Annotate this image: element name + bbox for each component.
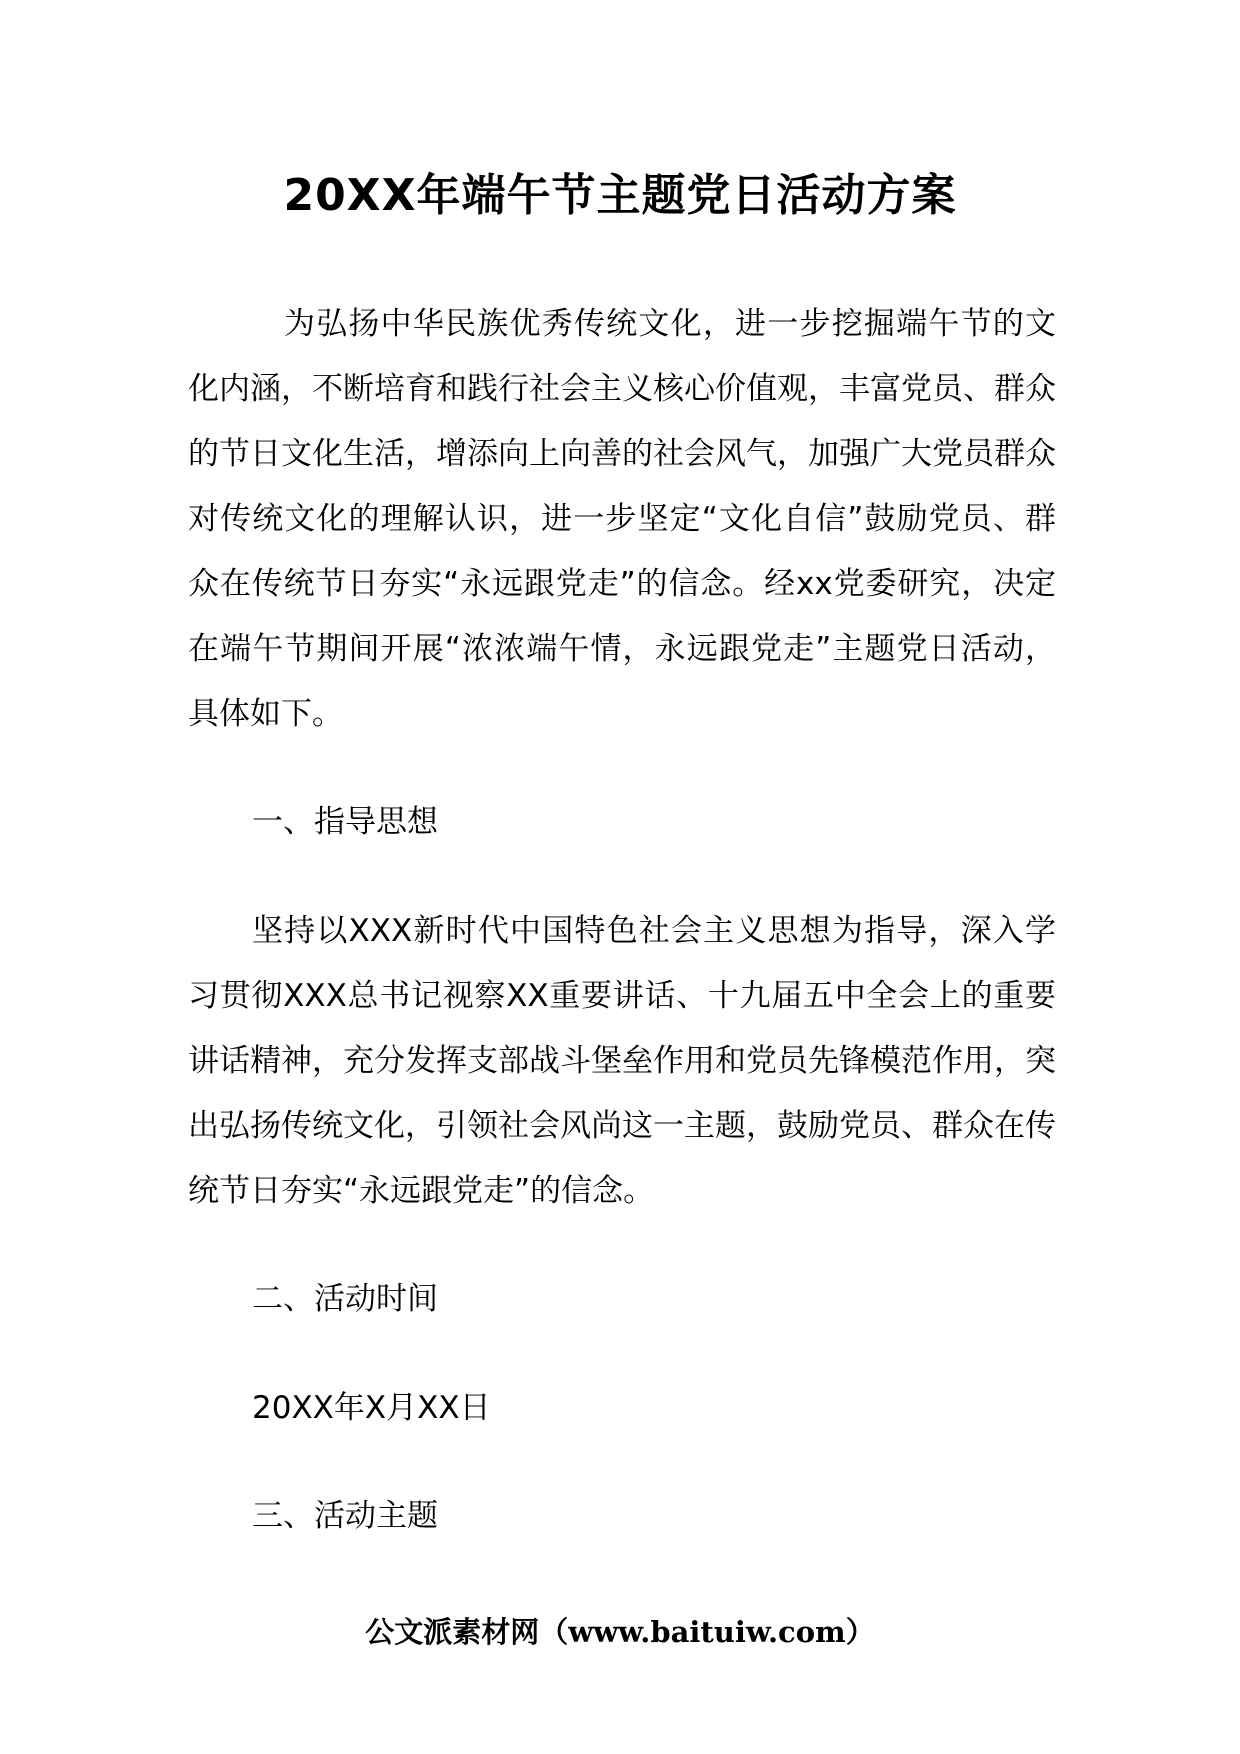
document-body	[188, 292, 1056, 1549]
section-body-activity-time: 20XX年X月XX日	[252, 1390, 491, 1426]
section-heading-guiding-ideology: 一、指导思想	[252, 804, 438, 840]
section-heading-activity-theme: 三、活动主题	[252, 1498, 438, 1534]
footer-watermark: 公文派素材网（www.baituiw.com）	[365, 1615, 875, 1649]
section-heading-activity-time: 二、活动时间	[252, 1281, 438, 1317]
section-body-guiding-ideology: 坚持以XXX新时代中国特色社会主义思想为指导，深入学习贯彻XXX总书记视察XX重要讲话、十九届五中全会上的重要讲话精神，充分发挥支部战斗堡垒作用和党员先锋模范作用，突出弘扬传统文化，引领社会风尚这一主题，鼓励党员、群众在传统节日夯实“永远跟党走”的信念。	[188, 913, 1056, 1209]
document-title: 20XX年端午节主题党日活动方案	[283, 170, 957, 221]
intro-paragraph: 为弘扬中华民族优秀传统文化，进一步挖掘端午节的文化内涵，不断培育和践行社会主义核心价值观，丰富党员、群众的节日文化生活，增添向上向善的社会风气，加强广大党员群众对传统文化的理解认识，进一步坚定“文化自信”鼓励党员、群众在传统节日夯实“永远跟党走”的信念。经xx党委研究，决定在端午节期间开展“浓浓端午情，永远跟党走”主题党日活动，具体如下。	[188, 306, 1056, 732]
